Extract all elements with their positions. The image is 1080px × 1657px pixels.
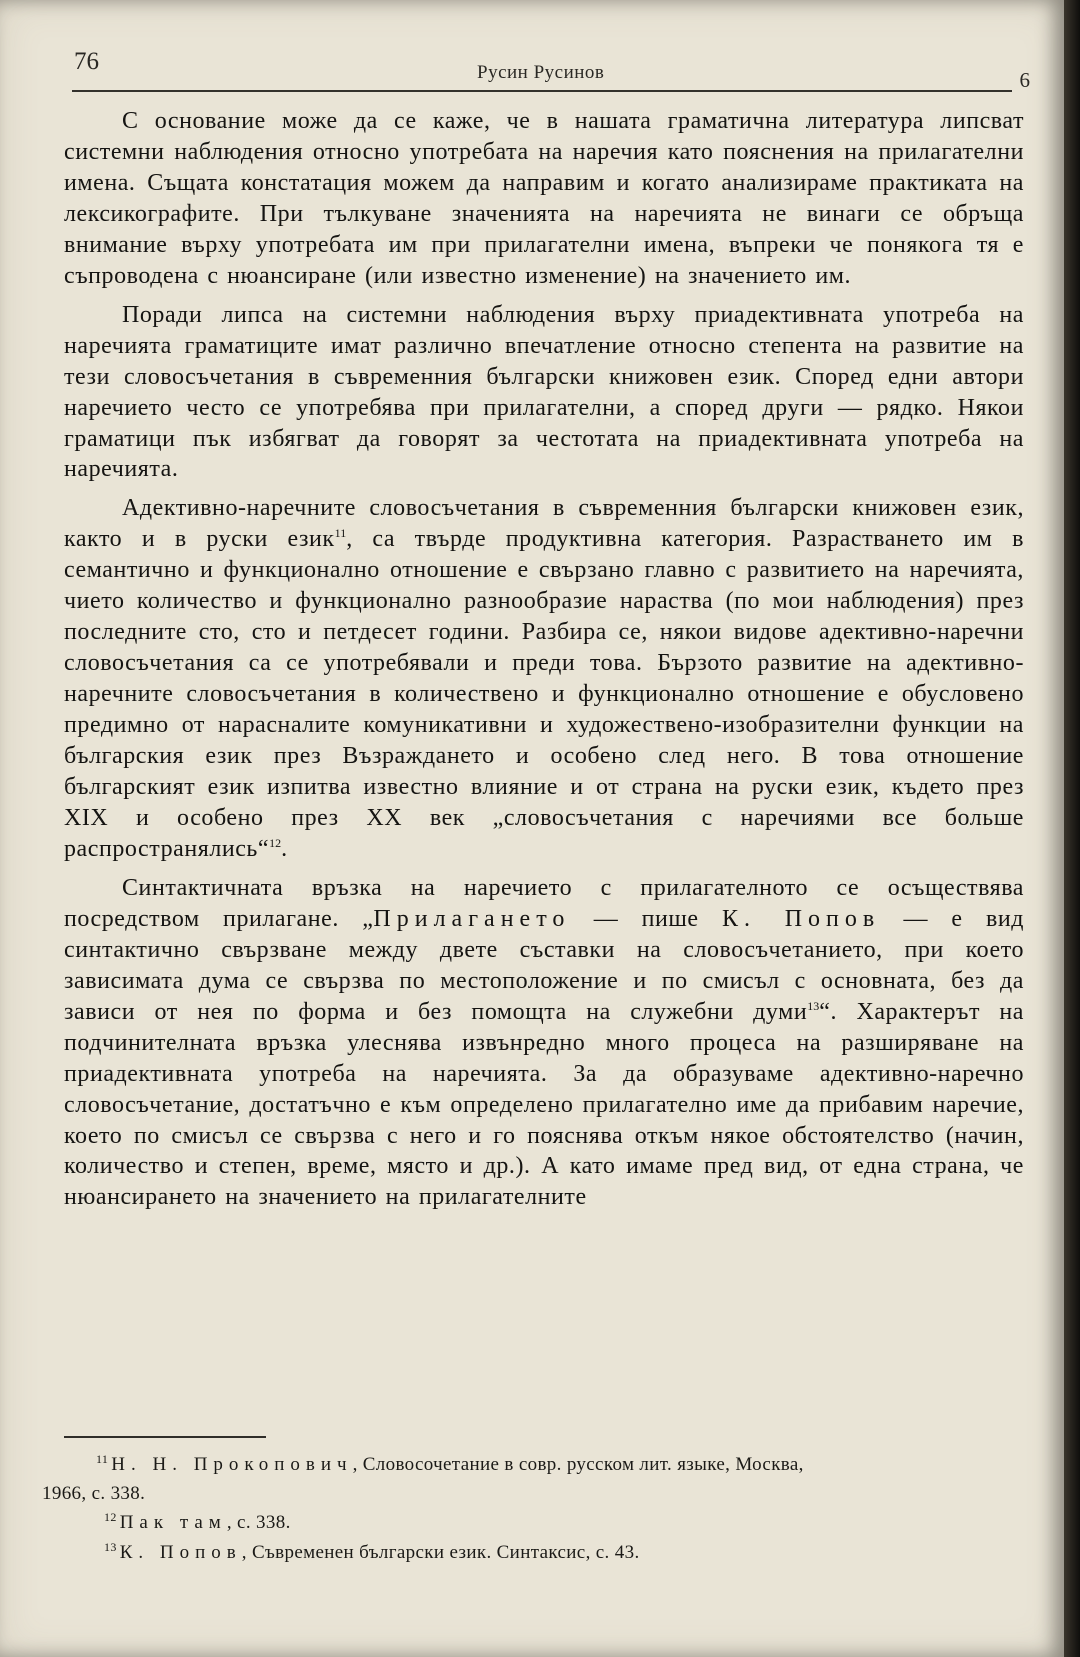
main-text: [64, 106, 1024, 1221]
footnotes: [42, 1450, 1012, 1567]
footnote-number: 13: [104, 1539, 117, 1554]
footnote-author: Пак там: [119, 1512, 227, 1533]
paragraph-1: [64, 106, 1024, 292]
author-name-k-popov: К. Попов: [721, 905, 881, 932]
footnote-ref-11: 11: [334, 526, 347, 541]
paragraph-2-text: Поради липса на системни наблюдения върху приадективната употреба на наречията граматиците имат различно впечатление относно степента на развитие на тези словосъчетания в съвременния български книжовен език. Според едни автори наречието често се употребява при прилагателни, а според други — рядко. Някои граматици пък избягват да говорят за честотата на приадективната употреба на наречията.: [64, 301, 1024, 483]
footnote-text: , Словосочетание в совр. русском лит. языке, Москва,: [352, 1454, 804, 1475]
paragraph-4-text-part-4: “. Характерът на подчинителната връзка улеснява извънредно много процеса на разширяване на приадективната употреба на наречията. За да образуваме адективно-наречно словосъчетание, достатъчно е към определено прилагателно име да прибавим наречие, което по смисъл се свързва с него и го пояснява откъм някое обстоятелство (начин, количество и степен, време, място и др.). А като имаме пред вид, от една страна, че нюансирането на значението на прилагателните: [64, 998, 1025, 1211]
footnote-author: К. Попов: [119, 1541, 242, 1563]
paragraph-4-text-part-1: Синтактичната връзка на наречието с прилагателното се осъществява посредством прилагане. „: [64, 874, 1024, 932]
footnote-rule: [64, 1436, 266, 1438]
running-title: Русин Русинов: [477, 62, 605, 83]
book-spine-edge: [1064, 0, 1080, 1657]
paragraph-1-text: С основание може да се каже, че в нашата граматична литература липсват системни наблюдения относно употребата на наречия като пояснения на прилагателни имена. Същата констатация можем да направим и когато анализираме практиката на лексикографите. При тълкуване значенията на наречията не винаги се обръща внимание върху употребата им при прилагателни имена, въпреки че понякога тя е съпроводена с нюансиране (или известно изменение) на значението им.: [64, 108, 1024, 289]
paragraph-3-text-part-1: Адективно-наречните словосъчетания в съвременния български книжовен език, както и в руски език: [64, 495, 1024, 553]
paragraph-3: [64, 493, 1024, 864]
footnote-number: 11: [96, 1452, 109, 1466]
footnote-author: Н. Н. Прокопович: [111, 1454, 353, 1475]
footnote-ref-13: 13: [807, 998, 820, 1013]
paragraph-3-text-part-2: , са твърде продуктивна категория. Разрастването им в семантично и функционално отношение е свързано главно с развитието на наречията, чието количество и функционално разнообразие нараства (по мои наблюдения) през последните сто, сто и петдесет години. Разбира се, някои видове адективно-наречни словосъчетания са се употребявали и преди това. Бързото развитие на адективно-наречните словосъчетания в количествено и функционално отношение е обусловено предимно от нараснaлите комуникативни и художествено-изобразителни функции на българския език през Възраждането и особено след него. В това отношение българският език изпитва известно влияние и от страна на руски език, където през XIX и особено през XX век „словосъчетания с наречиями все больше распространялись“: [64, 526, 1024, 862]
quoted-term-prilaganeto: Прилагането: [373, 905, 571, 932]
header-rule: [72, 90, 1012, 92]
paragraph-4: [64, 873, 1024, 1213]
footnote-number: 12: [104, 1510, 117, 1524]
footnote-ref-12: 12: [269, 835, 282, 850]
footnote-text: , Съвременен български език. Синтаксис, с. 43.: [241, 1541, 640, 1563]
paragraph-3-end: .: [281, 835, 288, 862]
page-number: 76: [74, 48, 99, 75]
footnote-11-continuation: [42, 1480, 1012, 1509]
page-header: [72, 44, 1030, 94]
paragraph-2: [64, 300, 1024, 486]
paragraph-4-text-part-3: — е вид синтактично свързване между двете съставки на словосъчетанието, при което зависимата дума се свързва по местоположение и по смисъл с основната, без да зависи от нея по форма и без помощта на служебни думи: [64, 905, 1025, 1025]
footnote-12: [42, 1508, 1012, 1538]
footnote-13: [42, 1538, 1012, 1568]
paragraph-4-text-part-2: — пише: [570, 905, 722, 932]
footnote-11: [42, 1450, 1012, 1480]
footnote-continuation-text: 1966, с. 338.: [42, 1482, 146, 1504]
margin-mark: 6: [1019, 68, 1030, 92]
footnote-text: , с. 338.: [226, 1512, 291, 1533]
